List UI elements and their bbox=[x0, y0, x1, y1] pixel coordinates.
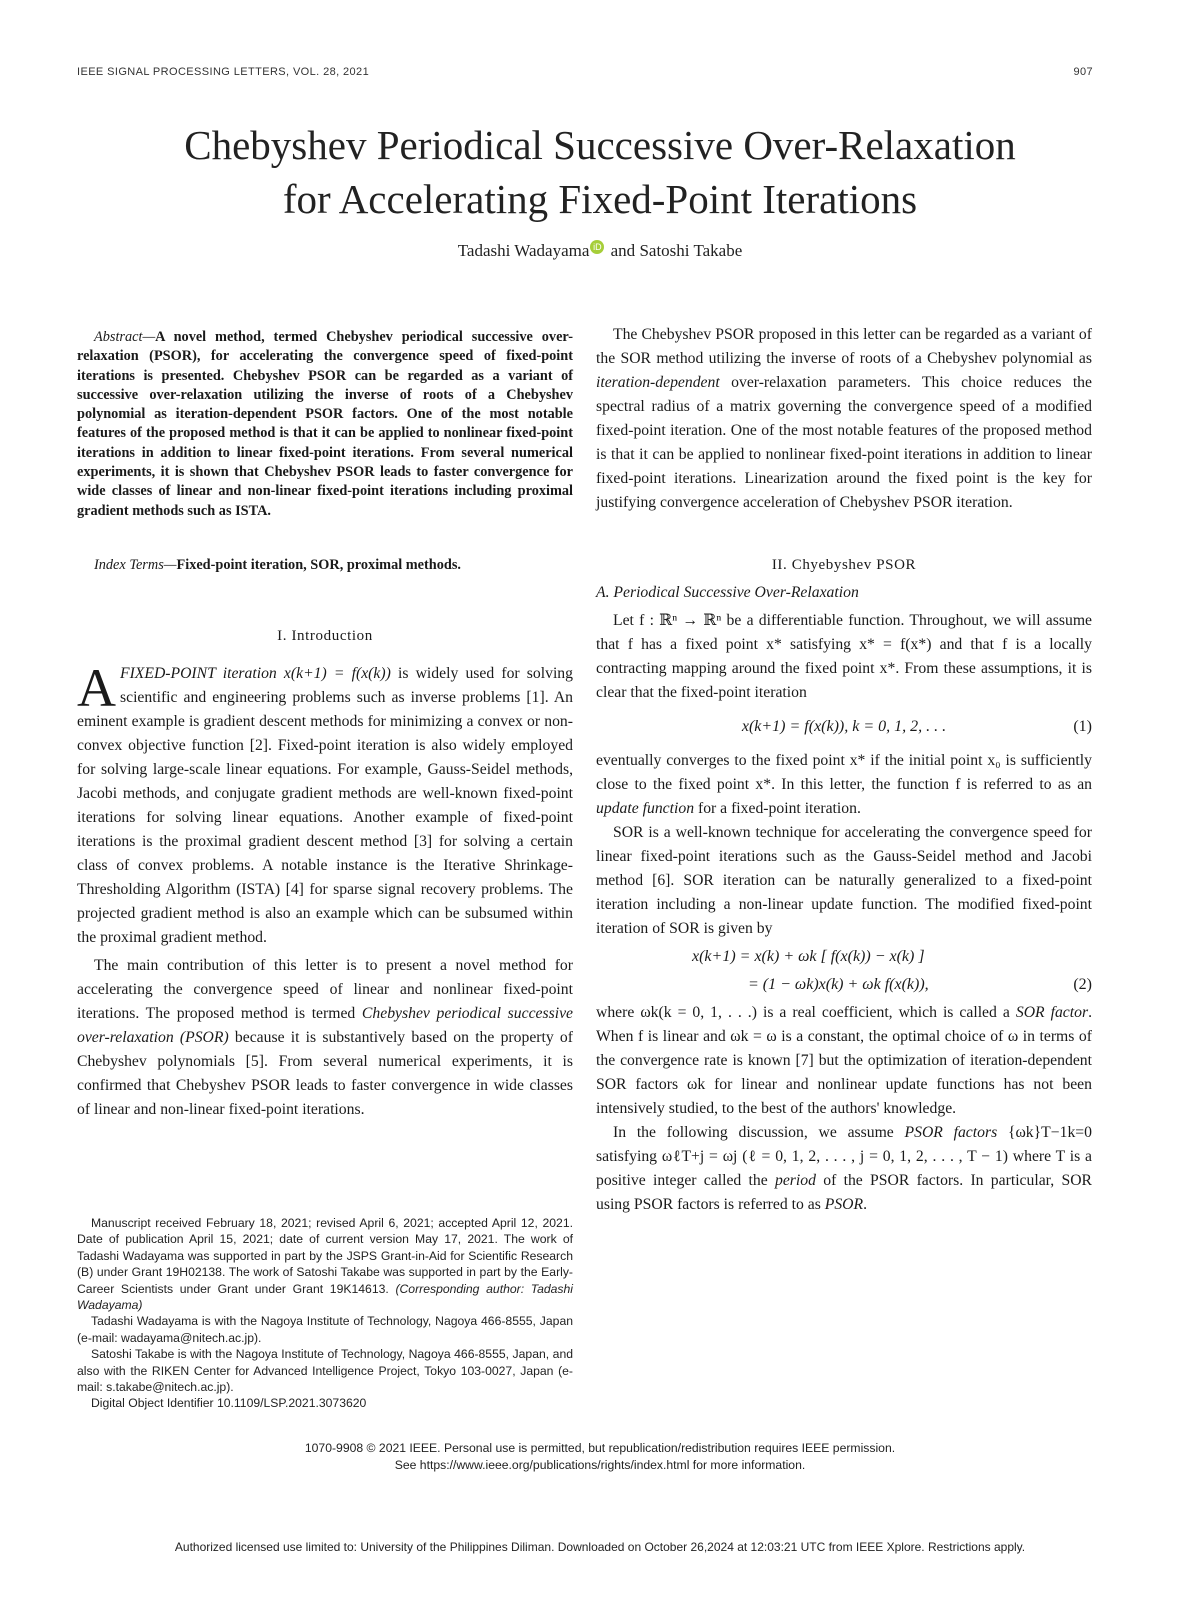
index-terms-label: Index Terms— bbox=[94, 557, 177, 573]
equation-2 bbox=[596, 941, 1092, 1001]
intro-p2-a: The main contribution of this letter is to present a novel method for accelerating the convergence speed of linear and nonlinear fixed-point iterations. The proposed method is termed bbox=[77, 957, 573, 1022]
section2-paragraph-4 bbox=[596, 1001, 1092, 1121]
right-intro-a: The Chebyshev PSOR proposed in this letter can be regarded as a variant of the SOR method utilizing the inverse of roots of a Chebyshev polynomial as bbox=[596, 326, 1092, 367]
drop-cap: A bbox=[77, 658, 116, 718]
page-number: 907 bbox=[1073, 66, 1093, 78]
author-1: Tadashi Wadayama bbox=[457, 241, 590, 260]
section2-p5-emphasis-2: period bbox=[774, 1172, 816, 1189]
section-heading-introduction: I. Introduction bbox=[277, 628, 373, 644]
right-intro-b: over-relaxation parameters. This choice reduces the spectral radius of a matrix governing the convergence speed of a modified fixed-point iteration. One of the most notable features of the proposed method is that it can be applied to nonlinear fixed-point iterations in addition to linear fixed-point iterations. Linearization around the fixed point is the key for justifying convergence acceleration of Chebyshev PSOR iteration. bbox=[596, 374, 1092, 511]
title-line-2: for Accelerating Fixed-Point Iterations bbox=[282, 176, 918, 222]
section2-p5-d: . bbox=[863, 1196, 867, 1213]
intro-p2-emphasis: Chebyshev periodical successive over-relaxation (PSOR) bbox=[77, 1005, 573, 1046]
section2-paragraph-5 bbox=[596, 1121, 1092, 1217]
authorized-use-notice: Authorized licensed use limited to: University of the Philippines Diliman. Downloaded on October 26,2024 at 12:03:21 UTC from IEEE Xplore. Restrictions apply. bbox=[174, 1540, 1026, 1554]
section2-paragraph-3: SOR is a well-known technique for accelerating the convergence speed for linear fixed-point iterations such as the Gauss-Seidel method and Jacobi method [6]. SOR iteration can be naturally generalized to a fixed-point iteration including a non-linear update function. The modified fixed-point iteration of SOR is given by bbox=[596, 824, 1092, 937]
equation-2-line-1: x(k+1) = x(k) + ωk [ f(x(k)) − x(k) ] bbox=[692, 948, 925, 965]
title-line-1: Chebyshev Periodical Successive Over-Relaxation bbox=[184, 122, 1016, 168]
journal-header: IEEE SIGNAL PROCESSING LETTERS, VOL. 28, 2021 bbox=[77, 66, 370, 78]
equation-2-line-2: = (1 − ωk)x(k) + ωk f(x(k)), bbox=[748, 976, 929, 993]
equation-1 bbox=[596, 705, 1092, 749]
footnote-manuscript bbox=[77, 1215, 573, 1313]
intro-lead: FIXED-POINT iteration bbox=[120, 665, 284, 682]
intro-p2-b: because it is substantively based on the property of Chebyshev polynomials [5]. From several numerical experiments, it is confirmed that Chebyshev PSOR leads to faster convergence in wide classes of linear and non-linear fixed-point iterations. bbox=[77, 1029, 573, 1118]
index-terms-text: Fixed-point iteration, SOR, proximal methods. bbox=[176, 557, 461, 573]
paper-title bbox=[60, 118, 1140, 226]
abstract-text: A novel method, termed Chebyshev periodical successive over-relaxation (PSOR), for accelerating the convergence speed of fixed-point iterations is presented. Chebyshev PSOR can be regarded as a variant of successive over-relaxation utilizing the inverse of roots of a Chebyshev polynomial as iteration-dependent PSOR factors. One of the most notable features of the proposed method is that it can be applied to nonlinear fixed-point iterations in addition to linear fixed-point iterations. From several numerical experiments, it is shown that Chebyshev PSOR leads to faster convergence for wide classes of linear and non-linear fixed-point iterations including proximal gradient methods such as ISTA. bbox=[77, 329, 573, 519]
footnotes bbox=[77, 1215, 573, 1412]
subsection-heading: A. Periodical Successive Over-Relaxation bbox=[596, 584, 859, 601]
author-line bbox=[0, 240, 1200, 261]
section2-p5-emphasis-3: PSOR bbox=[824, 1196, 864, 1213]
intro-paragraph-1 bbox=[77, 658, 573, 950]
equation-2-number: (2) bbox=[1073, 976, 1092, 993]
section2-p4-emphasis: SOR factor bbox=[1015, 1004, 1089, 1021]
equation-1-number: (1) bbox=[1073, 718, 1092, 735]
right-intro-emphasis: iteration-dependent bbox=[596, 374, 720, 391]
copyright-notice bbox=[0, 1440, 1200, 1474]
right-intro-paragraph bbox=[596, 323, 1092, 515]
section2-p5-a: In the following discussion, we assume bbox=[613, 1124, 905, 1141]
section2-p2-emphasis: update function bbox=[596, 800, 695, 817]
section2-p2-a: eventually converges to the fixed point x* if the initial point x₀ is sufficiently close to the fixed point x*. In this letter, the function f is referred to as an bbox=[596, 752, 1092, 793]
index-terms bbox=[77, 556, 573, 575]
intro-paragraph-2 bbox=[77, 954, 573, 1122]
section2-p5-b: {ωk}T−1k=0 satisfying ωℓT+j = ωj (ℓ = 0, 1, 2, . . . , j = 0, 1, 2, . . . , T − 1) where T is a positive integer called the bbox=[596, 1124, 1092, 1189]
section2-p5-c: of the PSOR factors. In particular, SOR using PSOR factors is referred to as bbox=[596, 1172, 1092, 1213]
footnote-author-1: Tadashi Wadayama is with the Nagoya Institute of Technology, Nagoya 466-8555, Japan (e-mail: wadayama@nitech.ac.jp). bbox=[77, 1314, 573, 1345]
section2-p2-b: for a fixed-point iteration. bbox=[694, 800, 861, 817]
abstract bbox=[77, 328, 573, 521]
copyright-line-2[interactable]: See https://www.ieee.org/publications/rights/index.html for more information. bbox=[394, 1458, 806, 1472]
footnote-corresponding: (Corresponding author: Tadashi Wadayama) bbox=[77, 1281, 573, 1313]
section2-paragraph-1: Let f : ℝⁿ → ℝⁿ be a differentiable function. Throughout, we will assume that f has a fixed point x* satisfying x* = f(x*) and that f is a locally contracting mapping around the fixed point x*. From these assumptions, it is clear that the fixed-point iteration bbox=[596, 612, 1092, 701]
abstract-label: Abstract— bbox=[94, 329, 156, 345]
section2-p4-b: . When f is linear and ωk = ω is a constant, the optimal choice of ω in terms of the convergence rate is known [7] but the optimization of iteration-dependent SOR factors ωk for linear and nonlinear update functions has not been intensively studied, to the best of the authors' knowledge. bbox=[596, 1004, 1092, 1117]
footnote-author-2: Satoshi Takabe is with the Nagoya Institute of Technology, Nagoya 466-8555, Japan, and also with the RIKEN Center for Advanced Intelligence Project, Tokyo 103-0027, Japan (e-mail: s.takabe@nitech.ac.jp). bbox=[77, 1347, 573, 1395]
section2-paragraph-2 bbox=[596, 749, 1092, 821]
section2-p4-a: where ωk(k = 0, 1, . . .) is a real coefficient, which is called a bbox=[596, 1004, 1016, 1021]
right-column bbox=[596, 323, 1092, 1217]
footnote-doi: Digital Object Identifier 10.1109/LSP.2021.3073620 bbox=[91, 1396, 367, 1411]
intro-body: is widely used for solving scientific and engineering problems such as inverse problems [1]. An eminent example is gradient descent methods for minimizing a convex or non-convex objective function [2]. Fixed-point iteration is also widely employed for solving large-scale linear equations. For example, Gauss-Seidel methods, Jacobi methods, and conjugate gradient methods are well-known fixed-point iterations for solving linear equations. Another example of fixed-point iterations is the proximal gradient descent method [3] for solving a certain class of convex problems. A notable instance is the Iterative Shrinkage-Thresholding Algorithm (ISTA) [4] for sparse signal recovery problems. The projected gradient method is also an example which can be subsumed within the proximal gradient method. bbox=[77, 665, 573, 946]
author-2: Satoshi Takabe bbox=[639, 241, 743, 260]
section-heading-chebyshev-psor: II. Chyebyshev PSOR bbox=[771, 557, 917, 573]
section2-p5-emphasis: PSOR factors bbox=[904, 1124, 998, 1141]
equation-1-body: x(k+1) = f(x(k)), k = 0, 1, 2, . . . bbox=[741, 718, 947, 735]
intro-column bbox=[77, 624, 573, 1122]
author-connector: and bbox=[606, 241, 640, 260]
footnote-manuscript-text: Manuscript received February 18, 2021; revised April 6, 2021; accepted April 12, 2021. Date of publication April 15, 2021; date of current version May 17, 2021. The work of Tadashi Wadayama was supported in part by the JSPS Grant-in-Aid for Scientific Research (B) under Grant 19H02138. The work of Satoshi Takabe was supported in part by the Early-Career Scientists under Grant under Grant 19K14613. bbox=[77, 1216, 573, 1296]
orcid-icon[interactable]: iD bbox=[590, 240, 604, 254]
intro-equation: x(k+1) = f(x(k)) bbox=[283, 665, 391, 682]
copyright-line-1: 1070-9908 © 2021 IEEE. Personal use is permitted, but republication/redistribution requires IEEE permission. bbox=[304, 1441, 896, 1455]
